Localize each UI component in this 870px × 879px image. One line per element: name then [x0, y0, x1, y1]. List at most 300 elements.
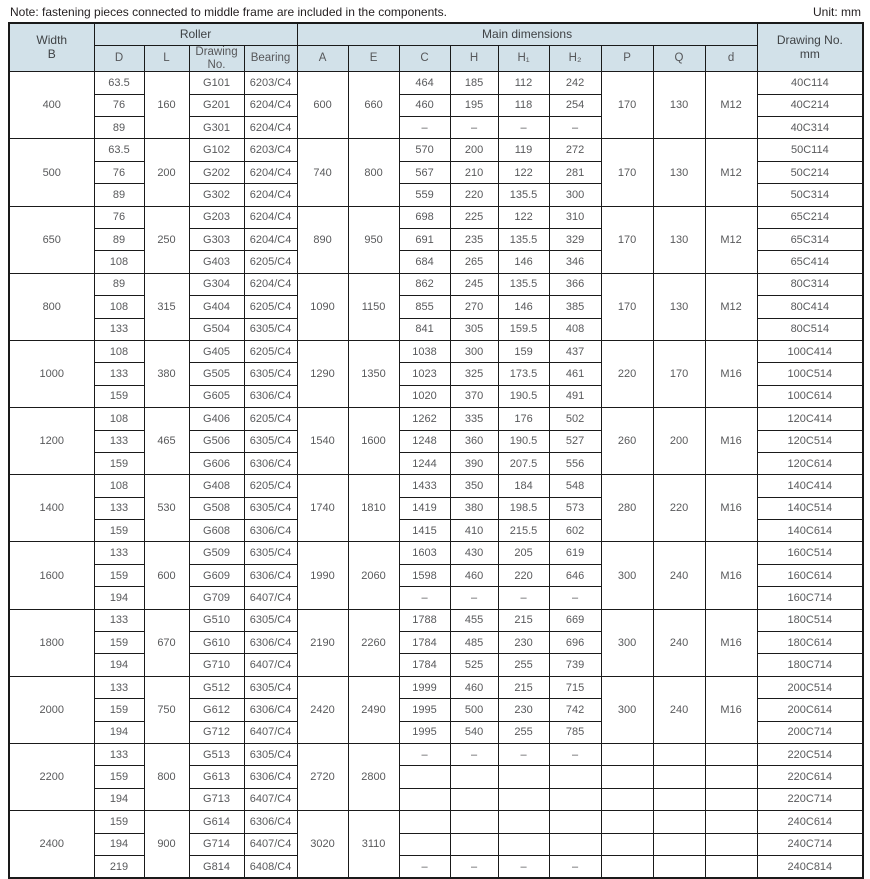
table-row	[9, 676, 863, 698]
cell-h2: 502	[549, 408, 601, 430]
table-row	[9, 766, 863, 788]
cell-thread-d: M16	[705, 340, 757, 407]
cell-h1	[498, 788, 549, 810]
cell-h2: 696	[549, 632, 601, 654]
cell-e: 2260	[348, 609, 399, 676]
header-col-h2: H₂	[549, 46, 601, 72]
cell-l: 670	[144, 609, 189, 676]
cell-c: 1999	[399, 676, 450, 698]
cell-d: 133	[94, 609, 144, 631]
cell-h1: 190.5	[498, 385, 549, 407]
cell-drawing-no: G612	[189, 699, 244, 721]
cell-h1: 159	[498, 340, 549, 362]
cell-e: 1600	[348, 408, 399, 475]
cell-p: 170	[601, 72, 653, 139]
cell-c: 684	[399, 251, 450, 273]
cell-d: 89	[94, 117, 144, 139]
cell-p	[601, 833, 653, 855]
cell-h1: 112	[498, 72, 549, 94]
header-col-a: A	[297, 46, 348, 72]
cell-h2: 437	[549, 340, 601, 362]
cell-drawing-no: G203	[189, 206, 244, 228]
cell-drawing-no-mm: 240C714	[757, 833, 863, 855]
cell-width-b: 1800	[9, 609, 94, 676]
cell-width-b: 1600	[9, 542, 94, 609]
cell-h	[450, 766, 498, 788]
cell-h1: 215.5	[498, 520, 549, 542]
cell-bearing: 6306/C4	[244, 699, 297, 721]
cell-drawing-no-mm: 200C614	[757, 699, 863, 721]
cell-h2: 491	[549, 385, 601, 407]
cell-drawing-no-mm: 140C614	[757, 520, 863, 542]
table-row	[9, 833, 863, 855]
cell-bearing: 6203/C4	[244, 139, 297, 161]
cell-a: 2720	[297, 744, 348, 811]
cell-drawing-no: G608	[189, 520, 244, 542]
cell-drawing-no-mm: 80C414	[757, 296, 863, 318]
cell-h: –	[450, 587, 498, 609]
cell-drawing-no: G712	[189, 721, 244, 743]
cell-d: 133	[94, 542, 144, 564]
cell-bearing: 6204/C4	[244, 117, 297, 139]
cell-bearing: 6305/C4	[244, 744, 297, 766]
cell-p: 260	[601, 408, 653, 475]
cell-q: 130	[653, 206, 705, 273]
cell-thread-d: M16	[705, 475, 757, 542]
cell-p: 170	[601, 206, 653, 273]
cell-drawing-no-mm: 65C414	[757, 251, 863, 273]
cell-d: 133	[94, 676, 144, 698]
cell-h1: 230	[498, 699, 549, 721]
cell-drawing-no: G814	[189, 855, 244, 878]
cell-drawing-no-mm: 50C114	[757, 139, 863, 161]
header-col-d: D	[94, 46, 144, 72]
cell-c: 1598	[399, 564, 450, 586]
cell-p	[601, 788, 653, 810]
cell-bearing: 6204/C4	[244, 273, 297, 295]
cell-q: 130	[653, 273, 705, 340]
cell-h2: 329	[549, 229, 601, 251]
cell-bearing: 6305/C4	[244, 609, 297, 631]
cell-e: 3110	[348, 811, 399, 879]
cell-c: 1248	[399, 430, 450, 452]
cell-drawing-no: G505	[189, 363, 244, 385]
cell-a: 1990	[297, 542, 348, 609]
cell-drawing-no-mm: 160C714	[757, 587, 863, 609]
cell-width-b: 1400	[9, 475, 94, 542]
cell-bearing: 6205/C4	[244, 408, 297, 430]
cell-bearing: 6204/C4	[244, 161, 297, 183]
cell-drawing-no: G513	[189, 744, 244, 766]
cell-c: 1020	[399, 385, 450, 407]
cell-l: 900	[144, 811, 189, 879]
cell-bearing: 6306/C4	[244, 766, 297, 788]
header-col-p: P	[601, 46, 653, 72]
cell-h2: 742	[549, 699, 601, 721]
cell-a: 1740	[297, 475, 348, 542]
cell-q: 240	[653, 676, 705, 743]
cell-drawing-no-mm: 140C414	[757, 475, 863, 497]
cell-d: 159	[94, 811, 144, 833]
cell-width-b: 1000	[9, 340, 94, 407]
cell-p: 300	[601, 542, 653, 609]
cell-h2: 281	[549, 161, 601, 183]
cell-p: 280	[601, 475, 653, 542]
cell-bearing: 6305/C4	[244, 676, 297, 698]
cell-h2: 619	[549, 542, 601, 564]
cell-h: 265	[450, 251, 498, 273]
cell-d: 76	[94, 94, 144, 116]
table-row	[9, 609, 863, 631]
header-drawing-line2: mm	[799, 46, 820, 61]
cell-c: 464	[399, 72, 450, 94]
cell-h1: 215	[498, 609, 549, 631]
cell-p: 300	[601, 609, 653, 676]
cell-h1: 146	[498, 251, 549, 273]
cell-d: 108	[94, 408, 144, 430]
dimension-table	[8, 22, 864, 879]
cell-drawing-no-mm: 100C514	[757, 363, 863, 385]
table-row	[9, 72, 863, 94]
table-header	[9, 23, 863, 72]
cell-bearing: 6305/C4	[244, 363, 297, 385]
cell-h2: 602	[549, 520, 601, 542]
cell-drawing-no-mm: 160C614	[757, 564, 863, 586]
header-col-l: L	[144, 46, 189, 72]
cell-e: 950	[348, 206, 399, 273]
cell-e: 660	[348, 72, 399, 139]
cell-bearing: 6305/C4	[244, 497, 297, 519]
cell-width-b: 650	[9, 206, 94, 273]
cell-bearing: 6205/C4	[244, 340, 297, 362]
table-row	[9, 744, 863, 766]
cell-drawing-no-mm: 220C614	[757, 766, 863, 788]
cell-a: 1290	[297, 340, 348, 407]
cell-drawing-no: G710	[189, 654, 244, 676]
cell-c: 1415	[399, 520, 450, 542]
cell-h: 225	[450, 206, 498, 228]
header-col-h1: H₁	[498, 46, 549, 72]
cell-d: 194	[94, 788, 144, 810]
table-row	[9, 408, 863, 430]
cell-h: 410	[450, 520, 498, 542]
cell-drawing-no: G201	[189, 94, 244, 116]
cell-drawing-no: G605	[189, 385, 244, 407]
cell-h1: 146	[498, 296, 549, 318]
header-width-b-line1: Width	[36, 33, 68, 48]
cell-c: 559	[399, 184, 450, 206]
cell-bearing: 6203/C4	[244, 72, 297, 94]
note-text: Note: fastening pieces connected to middle frame are included in the components.	[10, 5, 447, 19]
cell-l: 800	[144, 744, 189, 811]
cell-a: 2420	[297, 676, 348, 743]
table-row	[9, 788, 863, 810]
cell-p	[601, 744, 653, 766]
cell-e: 1150	[348, 273, 399, 340]
cell-a: 600	[297, 72, 348, 139]
cell-h2: –	[549, 117, 601, 139]
cell-width-b: 500	[9, 139, 94, 206]
header-roller: Roller	[94, 23, 297, 46]
cell-drawing-no: G509	[189, 542, 244, 564]
cell-drawing-no: G510	[189, 609, 244, 631]
cell-h1: 173.5	[498, 363, 549, 385]
cell-drawing-no-mm: 65C314	[757, 229, 863, 251]
cell-q: 240	[653, 542, 705, 609]
cell-h1: –	[498, 744, 549, 766]
cell-a: 740	[297, 139, 348, 206]
cell-bearing: 6407/C4	[244, 788, 297, 810]
cell-d: 159	[94, 385, 144, 407]
cell-c: –	[399, 587, 450, 609]
cell-d: 159	[94, 766, 144, 788]
cell-drawing-no: G614	[189, 811, 244, 833]
cell-h1: 122	[498, 206, 549, 228]
cell-h2	[549, 833, 601, 855]
cell-q	[653, 766, 705, 788]
cell-width-b: 800	[9, 273, 94, 340]
cell-c: 1023	[399, 363, 450, 385]
cell-d: 159	[94, 632, 144, 654]
cell-thread-d	[705, 788, 757, 810]
cell-h: 540	[450, 721, 498, 743]
cell-h1: 118	[498, 94, 549, 116]
cell-drawing-no-mm: 240C814	[757, 855, 863, 878]
cell-e: 2060	[348, 542, 399, 609]
cell-thread-d	[705, 811, 757, 833]
cell-h2: –	[549, 744, 601, 766]
cell-bearing: 6407/C4	[244, 654, 297, 676]
cell-d: 63.5	[94, 139, 144, 161]
cell-h1: 119	[498, 139, 549, 161]
cell-width-b: 400	[9, 72, 94, 139]
cell-thread-d: M12	[705, 273, 757, 340]
cell-bearing: 6204/C4	[244, 229, 297, 251]
cell-c: 1038	[399, 340, 450, 362]
cell-thread-d	[705, 766, 757, 788]
header-col-c: C	[399, 46, 450, 72]
cell-c: 1784	[399, 632, 450, 654]
cell-h2: 646	[549, 564, 601, 586]
cell-h2: 254	[549, 94, 601, 116]
cell-d: 76	[94, 206, 144, 228]
cell-drawing-no: G506	[189, 430, 244, 452]
cell-c	[399, 766, 450, 788]
cell-h: 185	[450, 72, 498, 94]
cell-c: 691	[399, 229, 450, 251]
cell-drawing-no-mm: 50C314	[757, 184, 863, 206]
cell-h1: –	[498, 117, 549, 139]
cell-h2: 346	[549, 251, 601, 273]
cell-bearing: 6205/C4	[244, 251, 297, 273]
cell-bearing: 6306/C4	[244, 452, 297, 474]
cell-l: 600	[144, 542, 189, 609]
cell-h2: 300	[549, 184, 601, 206]
cell-h1: 207.5	[498, 452, 549, 474]
header-col-thread-d: d	[705, 46, 757, 72]
cell-drawing-no-mm: 140C514	[757, 497, 863, 519]
cell-drawing-no: G714	[189, 833, 244, 855]
cell-h: 460	[450, 676, 498, 698]
cell-d: 76	[94, 161, 144, 183]
cell-thread-d: M12	[705, 206, 757, 273]
cell-c: 1603	[399, 542, 450, 564]
cell-bearing: 6306/C4	[244, 385, 297, 407]
cell-q: 240	[653, 609, 705, 676]
cell-h1: 159.5	[498, 318, 549, 340]
cell-drawing-no-mm: 120C514	[757, 430, 863, 452]
cell-drawing-no-mm: 200C514	[757, 676, 863, 698]
cell-h1: 255	[498, 654, 549, 676]
cell-c: 570	[399, 139, 450, 161]
cell-c: 460	[399, 94, 450, 116]
cell-width-b: 2400	[9, 811, 94, 879]
cell-c: 698	[399, 206, 450, 228]
top-row	[0, 0, 870, 22]
cell-bearing: 6306/C4	[244, 632, 297, 654]
cell-d: 108	[94, 475, 144, 497]
cell-drawing-no: G303	[189, 229, 244, 251]
cell-drawing-no: G713	[189, 788, 244, 810]
cell-c: 1244	[399, 452, 450, 474]
header-width-b	[9, 23, 94, 72]
table-row	[9, 475, 863, 497]
cell-h: –	[450, 117, 498, 139]
cell-d: 159	[94, 520, 144, 542]
cell-h: 300	[450, 340, 498, 362]
cell-h2: 739	[549, 654, 601, 676]
cell-drawing-no: G302	[189, 184, 244, 206]
cell-p	[601, 855, 653, 878]
cell-l: 250	[144, 206, 189, 273]
cell-d: 194	[94, 587, 144, 609]
cell-d: 89	[94, 229, 144, 251]
cell-h1: –	[498, 855, 549, 878]
cell-e: 2800	[348, 744, 399, 811]
cell-d: 219	[94, 855, 144, 878]
cell-h2	[549, 766, 601, 788]
cell-bearing: 6204/C4	[244, 206, 297, 228]
cell-h: 305	[450, 318, 498, 340]
cell-h1: 122	[498, 161, 549, 183]
cell-bearing: 6204/C4	[244, 94, 297, 116]
cell-c: 1995	[399, 721, 450, 743]
cell-thread-d	[705, 744, 757, 766]
cell-drawing-no-mm: 65C214	[757, 206, 863, 228]
cell-h1: 184	[498, 475, 549, 497]
cell-h2: 385	[549, 296, 601, 318]
cell-h: 270	[450, 296, 498, 318]
cell-thread-d: M16	[705, 408, 757, 475]
cell-h	[450, 811, 498, 833]
cell-thread-d	[705, 833, 757, 855]
cell-h1: 220	[498, 564, 549, 586]
header-col-e: E	[348, 46, 399, 72]
cell-drawing-no: G709	[189, 587, 244, 609]
header-main-dimensions: Main dimensions	[297, 23, 757, 46]
cell-bearing: 6306/C4	[244, 811, 297, 833]
cell-d: 108	[94, 251, 144, 273]
cell-h2: 785	[549, 721, 601, 743]
cell-d: 108	[94, 296, 144, 318]
cell-drawing-no: G504	[189, 318, 244, 340]
cell-c: –	[399, 117, 450, 139]
cell-e: 2490	[348, 676, 399, 743]
cell-h1: 215	[498, 676, 549, 698]
cell-h: 455	[450, 609, 498, 631]
cell-h	[450, 788, 498, 810]
cell-c	[399, 833, 450, 855]
cell-width-b: 2200	[9, 744, 94, 811]
cell-h	[450, 833, 498, 855]
cell-c: 1262	[399, 408, 450, 430]
cell-q	[653, 811, 705, 833]
cell-drawing-no-mm: 180C614	[757, 632, 863, 654]
cell-thread-d: M12	[705, 72, 757, 139]
cell-c: 841	[399, 318, 450, 340]
cell-drawing-no-mm: 180C514	[757, 609, 863, 631]
cell-h: 210	[450, 161, 498, 183]
cell-h: 245	[450, 273, 498, 295]
cell-h2: –	[549, 855, 601, 878]
cell-p	[601, 766, 653, 788]
cell-h2: 573	[549, 497, 601, 519]
unit-label: Unit: mm	[813, 5, 861, 19]
cell-e: 1810	[348, 475, 399, 542]
cell-h: 350	[450, 475, 498, 497]
cell-q	[653, 833, 705, 855]
cell-l: 160	[144, 72, 189, 139]
cell-drawing-no: G610	[189, 632, 244, 654]
cell-l: 200	[144, 139, 189, 206]
cell-h1	[498, 766, 549, 788]
table-row	[9, 855, 863, 878]
cell-l: 380	[144, 340, 189, 407]
cell-h: 370	[450, 385, 498, 407]
cell-thread-d	[705, 855, 757, 878]
cell-bearing: 6305/C4	[244, 430, 297, 452]
header-drawing-line1: Drawing No.	[776, 33, 843, 48]
cell-h: –	[450, 855, 498, 878]
cell-bearing: 6205/C4	[244, 296, 297, 318]
cell-d: 194	[94, 721, 144, 743]
cell-d: 159	[94, 452, 144, 474]
cell-d: 133	[94, 363, 144, 385]
table-body	[9, 72, 863, 879]
cell-drawing-no-mm: 40C114	[757, 72, 863, 94]
table-row	[9, 811, 863, 833]
cell-h1: 230	[498, 632, 549, 654]
cell-drawing-no: G202	[189, 161, 244, 183]
cell-bearing: 6204/C4	[244, 184, 297, 206]
cell-a: 890	[297, 206, 348, 273]
cell-drawing-no-mm: 220C714	[757, 788, 863, 810]
cell-h1: 176	[498, 408, 549, 430]
cell-c: 1433	[399, 475, 450, 497]
cell-drawing-no-mm: 200C714	[757, 721, 863, 743]
cell-h: 390	[450, 452, 498, 474]
cell-e: 800	[348, 139, 399, 206]
cell-drawing-no-mm: 40C314	[757, 117, 863, 139]
cell-bearing: 6205/C4	[244, 475, 297, 497]
table-row	[9, 542, 863, 564]
cell-p: 170	[601, 139, 653, 206]
cell-c: 855	[399, 296, 450, 318]
cell-h: 500	[450, 699, 498, 721]
cell-c: 1419	[399, 497, 450, 519]
cell-h: 220	[450, 184, 498, 206]
cell-thread-d: M16	[705, 542, 757, 609]
